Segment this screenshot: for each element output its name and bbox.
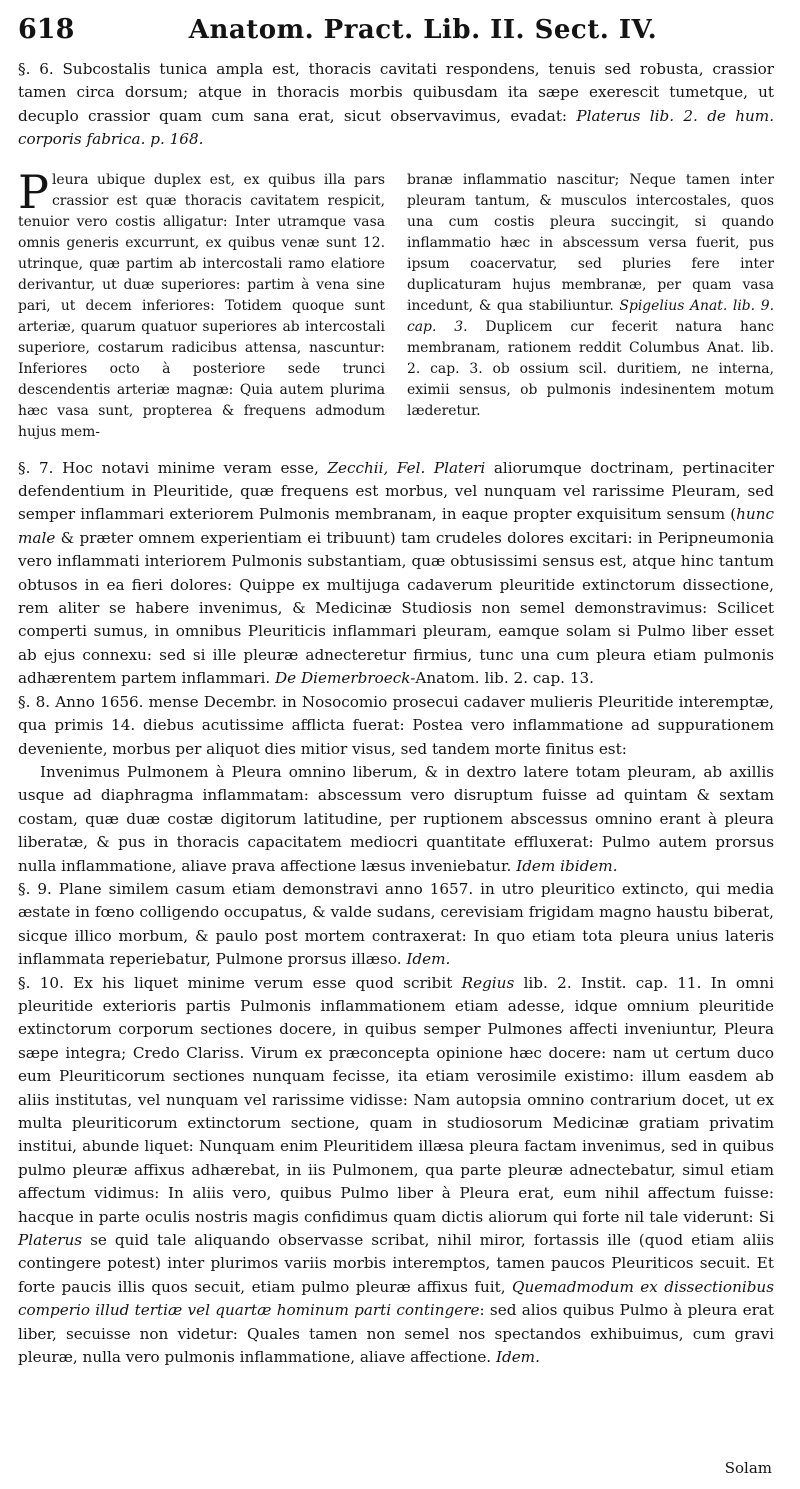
right-column bbox=[407, 170, 774, 443]
section-6 bbox=[18, 58, 774, 152]
section-10-name: Regius bbox=[461, 973, 515, 992]
section-8 bbox=[18, 691, 774, 761]
section-10-text-d: : sed alios quibus Pulmo à pleura erat liber, secuisse non videtur: Quales tamen non semel nos spectandos exhibuimus, cum gravi pleuræ, nulla vero pulmonis inflammatione, aliave affectione. bbox=[18, 1301, 774, 1367]
left-column-text: leura ubique duplex est, ex quibus illa pars crassior est quæ thoracis cavitatem respicit, tenuior vero costis alligatur: Inter utramque vasa omnis generis excurrunt, ex quibus venæ sunt 12. utrinque, quæ partim ab intercostali ramo elatiore derivantur, ut duæ superiores: partim à vena sine pari, ut decem inferiores: Totidem quoque sunt arteriæ, quarum quatuor superiores ab intercostali superiore, costarum radicibus attensa, nascuntur: Inferiores octo à posteriore sede trunci descendentis arteriæ magnæ: Quia autem plurima hæc vasa sunt, propterea & frequens admodum hujus mem- bbox=[18, 171, 385, 440]
running-head bbox=[18, 14, 774, 58]
section-10-name2: Platerus bbox=[18, 1231, 83, 1250]
section-7-reference: De Diemerbroeck- bbox=[275, 669, 416, 688]
section-8-text-a: §. 8. Anno 1656. mense Decembr. in Nosocomio prosecui cadaver mulieris Pleuritide interemptæ, qua primis 14. diebus acutissime afflicta fuerat: Postea vero inflammatione ad suppurationem deveniente, morbus per aliquot dies mitior visus, sed tandem morte finitus est: bbox=[18, 692, 774, 758]
section-10-text-c: se quid tale aliquando observasse scribat, nihil miror, fortassis ille (quod etiam aliis contingere potest) inter plurimos variis morbis interemptos, tamen paucos Pleuriticos secuit. Et forte paucis illis quos secuit, etiam pulmo pleuræ affixus fuit, bbox=[18, 1231, 774, 1296]
section-10-text-b: lib. 2. Instit. cap. 11. In omni pleuritide exterioris partis Pulmonis inflammationem etiam adesse, idque omnium pleuritide extinctorum corporum sectiones docere, in quibus semper Pulmones affecti inveniuntur, Pleura sæpe integra; Credo Clariss. Virum ex præconcepta opinione hæc docere: nam ut certum duco eum Pleuriticorum sectiones nunquam fecisse, ita etiam verosimile existimo: illum easdem ab aliis institutas, vel nunquam vel rarissime vidisse: Nam autopsia omnino contrarium docet, ut ex multa pleuriticorum extinctorum sectione, quam in studiosorum Medicinæ gratiam privatim institui, abunde liquet: Nunquam enim Pleuritidem illæsa pleura factam invenimus, sed in quibus pulmo pleuræ affixus adhærebat, in iis Pulmonem, qua parte pleuræ adnectebatur, simul etiam affectum vidimus: In aliis vero, quibus Pulmo liber à Pleura erat, eum nihil affectum fuisse: hacque in parte oculis nostris magis confidimus quam dictis aliorum qui forte nil tale viderunt: Si bbox=[18, 973, 775, 1226]
section-9-reference: Idem. bbox=[406, 950, 451, 969]
section-9 bbox=[18, 878, 774, 972]
running-title: Anatom. Pract. Lib. II. Sect. IV. bbox=[188, 15, 658, 45]
drop-cap: P bbox=[18, 164, 49, 219]
section-7-text-c: & præter omnem experientiam ei tribuunt) tam crudeles dolores excitari: in Peripneumonia vero inflammati interiorem Pulmonis substantiam, quæ obtusissimi sensus est, atque hinc tantum obtusos in ea fieri dolores: Quippe ex multijuga cadaverum pleuritide extinctorum dissectione, rem aliter se habere invenimus, & Medicinæ Studiosis non semel demonstravimus: Scilicet comperti sumus, in omnibus Pleuriticis inflammari pleuram, eamque solam si Pulmo liber esset ab ejus connexu: sed si ille pleuræ adnecteretur firmius, tunc una cum pleura etiam pulmonis adhærentem partem inflammari. bbox=[18, 528, 775, 688]
section-10 bbox=[18, 972, 774, 1370]
two-column-block bbox=[18, 164, 774, 443]
section-8-finding bbox=[18, 761, 774, 878]
right-column-text-b: Duplicem cur fecerit natura hanc membranam, rationem reddit Columbus Anat. lib. 2. cap. 3. ob ossium scil. duritiem, ne interna, eximii sensus, ob pulmonis indesinentem motum læderetur. bbox=[407, 318, 774, 419]
right-column-text-a: branæ inflammatio nascitur; Neque tamen inter pleuram tantum, & musculos intercostales, quos una cum costis pleura succingit, si quando inflammatio hæc in abscessum versa fuerit, pus ipsum coacervatur, sed pluries fere inter duplicaturam hujus membranæ, per quam vasa incedunt, & qua stabiliuntur. bbox=[407, 171, 774, 314]
left-column bbox=[18, 164, 385, 443]
section-6-text: §. 6. Subcostalis tunica ampla est, thoracis cavitati respondens, tenuis sed robusta, crassior tamen circa dorsum; atque in thoracis morbis quibusdam ita sæpe exerescit tumetque, ut decuplo crassior quam cum sana erat, sicut observavimus, evadat: bbox=[18, 60, 774, 125]
section-10-reference: Idem. bbox=[495, 1348, 540, 1367]
section-7-text-b: aliorumque doctrinam, pertinaciter defendentium in Pleuritide, quæ frequens est morbus, vel nunquam vel rarissime Pleuram, sed semper inflammari exteriorem Pulmonis membranam, in eaque propter exquisitum sensum ( bbox=[18, 458, 774, 524]
section-6-reference: Platerus lib. 2. de hum. corporis fabrica. p. 168. bbox=[18, 106, 775, 149]
right-column-reference: Spigelius Anat. lib. 9. cap. 3. bbox=[407, 297, 774, 335]
section-7-text-a: §. 7. Hoc notavi minime veram esse, bbox=[18, 458, 319, 477]
section-8-reference: Idem ibidem. bbox=[516, 856, 618, 875]
section-7 bbox=[18, 457, 774, 691]
section-7-italic: hunc male bbox=[18, 505, 774, 547]
catchword: Solam bbox=[724, 1459, 772, 1477]
section-10-text-a: §. 10. Ex his liquet minime verum esse quod scribit bbox=[18, 973, 453, 992]
spacer bbox=[18, 152, 774, 166]
section-9-text: §. 9. Plane similem casum etiam demonstravi anno 1657. in utro pleuritico extincto, qui media æstate in fœno colligendo occupatus, & valde sudans, cerevisiam frigidam magno haustu biberat, sicque illico morbum, & paulo post mortem contraxerat: In quo etiam tota pleura unius lateris inflammata reperiebatur, Pulmone prorsus illæso. bbox=[18, 879, 774, 969]
section-7-names: Zecchii, Fel. Plateri bbox=[327, 458, 486, 477]
page-number: 618 bbox=[18, 14, 75, 45]
section-7-text-d: Anatom. lib. 2. cap. 13. bbox=[415, 669, 594, 688]
section-8-text-b: Invenimus Pulmonem à Pleura omnino liberum, & in dextro latere totam pleuram, ab axillis usque ad diaphragma inflammatam: abscessum vero disruptum fuisse ad quintam & sextam costam, quæ duæ costæ digitorum latitudine, per ruptionem abscessus omnino erant à pleura liberatæ, & pus in thoracis capacitatem mediocri quantitate effluxerat: Pulmo autem prorsus nulla inflammatione, aliave prava affectione læsus inveniebatur. bbox=[18, 762, 774, 875]
section-10-italic: Quemadmodum ex dissectionibus comperio illud tertiæ vel quartæ hominum parti contingere bbox=[18, 1277, 775, 1320]
